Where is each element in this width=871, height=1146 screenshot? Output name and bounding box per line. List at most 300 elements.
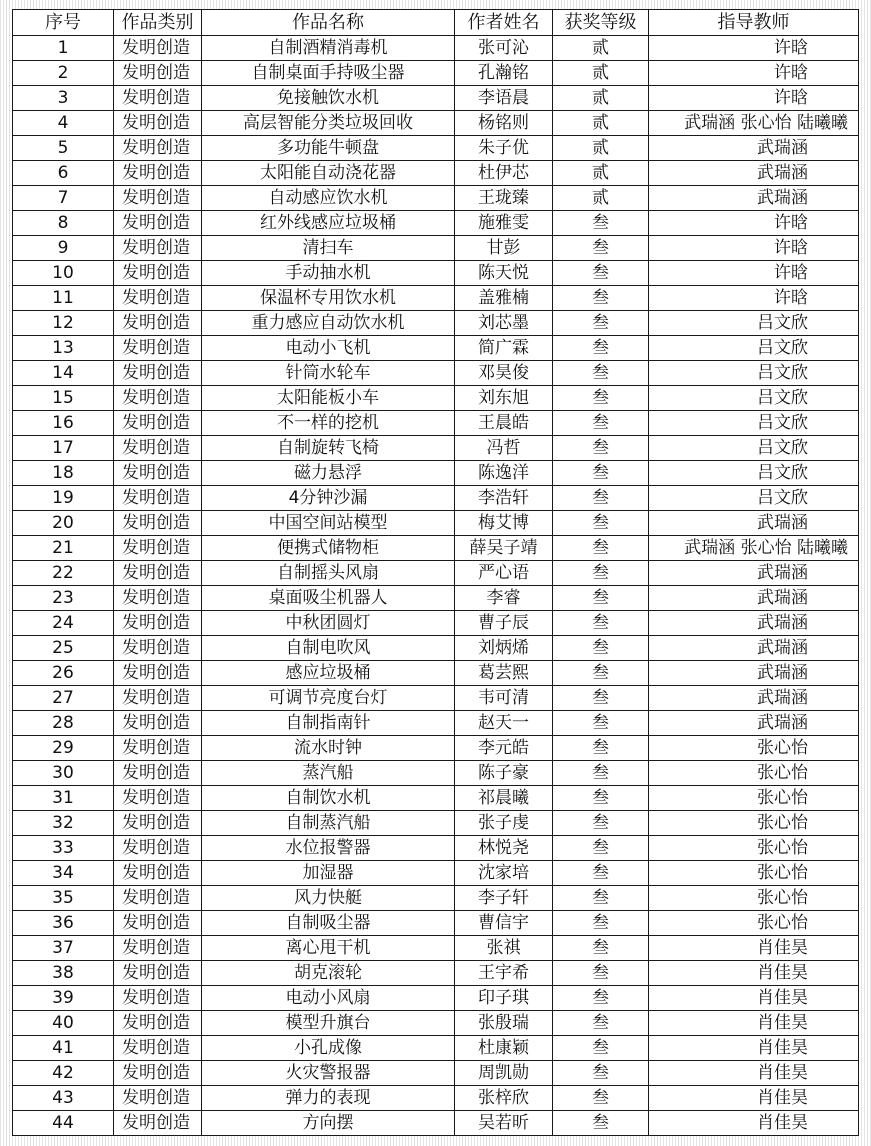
cell-award-level[interactable]: 叁 (553, 636, 649, 661)
cell-index[interactable]: 44 (13, 1111, 114, 1136)
cell-award-level[interactable]: 叁 (553, 736, 649, 761)
cell-author[interactable]: 王珑臻 (455, 186, 553, 211)
cell-work-title[interactable]: 方向摆 (202, 1111, 455, 1136)
cell-author[interactable]: 张殷瑞 (455, 1011, 553, 1036)
cell-award-level[interactable]: 叁 (553, 236, 649, 261)
cell-index[interactable]: 42 (13, 1061, 114, 1086)
cell-award-level[interactable]: 贰 (553, 186, 649, 211)
cell-award-level[interactable]: 贰 (553, 136, 649, 161)
cell-index[interactable]: 14 (13, 361, 114, 386)
cell-author[interactable]: 王宇希 (455, 961, 553, 986)
cell-category[interactable]: 发明创造 (114, 111, 202, 136)
cell-work-title[interactable]: 太阳能自动浇花器 (202, 161, 455, 186)
cell-award-level[interactable]: 叁 (553, 411, 649, 436)
cell-index[interactable]: 30 (13, 761, 114, 786)
cell-category[interactable]: 发明创造 (114, 886, 202, 911)
cell-index[interactable]: 41 (13, 1036, 114, 1061)
cell-category[interactable]: 发明创造 (114, 86, 202, 111)
cell-index[interactable]: 43 (13, 1086, 114, 1111)
cell-index[interactable]: 34 (13, 861, 114, 886)
cell-teacher[interactable]: 吕文欣 (649, 361, 859, 386)
cell-index[interactable]: 31 (13, 786, 114, 811)
cell-work-title[interactable]: 手动抽水机 (202, 261, 455, 286)
cell-index[interactable]: 15 (13, 386, 114, 411)
cell-author[interactable]: 周凯勋 (455, 1061, 553, 1086)
cell-category[interactable]: 发明创造 (114, 686, 202, 711)
cell-teacher[interactable]: 吕文欣 (649, 311, 859, 336)
cell-award-level[interactable]: 贰 (553, 161, 649, 186)
cell-author[interactable]: 薛吴子靖 (455, 536, 553, 561)
cell-author[interactable]: 盖雅楠 (455, 286, 553, 311)
cell-teacher[interactable]: 武瑞涵 (649, 636, 859, 661)
table-row (13, 861, 859, 886)
cell-work-title[interactable]: 多功能牛顿盘 (202, 136, 455, 161)
cell-category[interactable]: 发明创造 (114, 636, 202, 661)
cell-teacher[interactable]: 吕文欣 (649, 436, 859, 461)
cell-award-level[interactable]: 叁 (553, 561, 649, 586)
table-row (13, 536, 859, 561)
cell-category[interactable]: 发明创造 (114, 1086, 202, 1111)
cell-author[interactable]: 李浩轩 (455, 486, 553, 511)
cell-work-title[interactable]: 磁力悬浮 (202, 461, 455, 486)
cell-work-title[interactable]: 弹力的表现 (202, 1086, 455, 1111)
cell-work-title[interactable]: 电动小飞机 (202, 336, 455, 361)
table-row (13, 986, 859, 1011)
cell-author[interactable]: 施雅雯 (455, 211, 553, 236)
cell-award-level[interactable]: 叁 (553, 686, 649, 711)
cell-work-title[interactable]: 不一样的挖机 (202, 411, 455, 436)
cell-teacher[interactable]: 武瑞涵 (649, 586, 859, 611)
cell-work-title[interactable]: 自制吸尘器 (202, 911, 455, 936)
cell-category[interactable]: 发明创造 (114, 186, 202, 211)
cell-category[interactable]: 发明创造 (114, 536, 202, 561)
cell-index[interactable]: 18 (13, 461, 114, 486)
cell-award-level[interactable]: 叁 (553, 586, 649, 611)
cell-author[interactable]: 甘彭 (455, 236, 553, 261)
cell-category[interactable]: 发明创造 (114, 286, 202, 311)
table-row (13, 736, 859, 761)
cell-award-level[interactable]: 叁 (553, 811, 649, 836)
cell-work-title[interactable]: 可调节亮度台灯 (202, 686, 455, 711)
cell-author[interactable]: 邓昊俊 (455, 361, 553, 386)
cell-award-level[interactable]: 叁 (553, 611, 649, 636)
cell-award-level[interactable]: 叁 (553, 311, 649, 336)
cell-award-level[interactable]: 叁 (553, 761, 649, 786)
cell-work-title[interactable]: 电动小风扇 (202, 986, 455, 1011)
cell-teacher[interactable]: 武瑞涵 (649, 186, 859, 211)
cell-category[interactable]: 发明创造 (114, 861, 202, 886)
cell-author[interactable]: 李元皓 (455, 736, 553, 761)
cell-index[interactable]: 24 (13, 611, 114, 636)
table-row (13, 961, 859, 986)
cell-category[interactable]: 发明创造 (114, 786, 202, 811)
cell-teacher[interactable]: 武瑞涵 (649, 136, 859, 161)
cell-work-title[interactable]: 免接触饮水机 (202, 86, 455, 111)
cell-teacher[interactable]: 武瑞涵 (649, 611, 859, 636)
cell-award-level[interactable]: 叁 (553, 886, 649, 911)
cell-index[interactable]: 12 (13, 311, 114, 336)
table-row (13, 936, 859, 961)
table-row (13, 111, 859, 136)
cell-author[interactable]: 梅艾博 (455, 511, 553, 536)
table-row (13, 786, 859, 811)
cell-award-level[interactable]: 叁 (553, 836, 649, 861)
cell-author[interactable]: 刘芯墨 (455, 311, 553, 336)
cell-author[interactable]: 杜康颖 (455, 1036, 553, 1061)
cell-award-level[interactable]: 叁 (553, 361, 649, 386)
cell-category[interactable]: 发明创造 (114, 211, 202, 236)
cell-author[interactable]: 张祺 (455, 936, 553, 961)
cell-work-title[interactable]: 加湿器 (202, 861, 455, 886)
cell-teacher[interactable]: 武瑞涵 (649, 561, 859, 586)
cell-teacher[interactable]: 许晗 (649, 86, 859, 111)
table-row (13, 361, 859, 386)
cell-index[interactable]: 13 (13, 336, 114, 361)
cell-award-level[interactable]: 叁 (553, 511, 649, 536)
cell-award-level[interactable]: 叁 (553, 711, 649, 736)
cell-teacher[interactable]: 张心怡 (649, 786, 859, 811)
cell-category[interactable]: 发明创造 (114, 561, 202, 586)
cell-award-level[interactable]: 贰 (553, 86, 649, 111)
cell-author[interactable]: 李子轩 (455, 886, 553, 911)
cell-work-title[interactable]: 便携式储物柜 (202, 536, 455, 561)
cell-category[interactable]: 发明创造 (114, 411, 202, 436)
cell-work-title[interactable]: 自制桌面手持吸尘器 (202, 61, 455, 86)
header-award-level[interactable]: 获奖等级 (553, 10, 649, 36)
table-row (13, 1036, 859, 1061)
cell-category[interactable]: 发明创造 (114, 1111, 202, 1136)
cell-award-level[interactable]: 叁 (553, 336, 649, 361)
cell-teacher[interactable]: 武瑞涵 (649, 511, 859, 536)
cell-teacher[interactable]: 武瑞涵 (649, 161, 859, 186)
cell-teacher[interactable]: 许晗 (649, 36, 859, 61)
cell-category[interactable]: 发明创造 (114, 611, 202, 636)
header-work-title[interactable]: 作品名称 (202, 10, 455, 36)
cell-work-title[interactable]: 高层智能分类垃圾回收 (202, 111, 455, 136)
cell-teacher[interactable]: 武瑞涵 张心怡 陆曦曦 (649, 111, 859, 136)
table-row (13, 161, 859, 186)
cell-index[interactable]: 22 (13, 561, 114, 586)
cell-work-title[interactable]: 离心甩干机 (202, 936, 455, 961)
cell-award-level[interactable]: 叁 (553, 1036, 649, 1061)
table-row (13, 761, 859, 786)
cell-teacher[interactable]: 张心怡 (649, 836, 859, 861)
cell-index[interactable]: 11 (13, 286, 114, 311)
cell-teacher[interactable]: 肖佳昊 (649, 1111, 859, 1136)
cell-category[interactable]: 发明创造 (114, 711, 202, 736)
cell-work-title[interactable]: 4分钟沙漏 (202, 486, 455, 511)
cell-work-title[interactable]: 自制摇头风扇 (202, 561, 455, 586)
table-row (13, 86, 859, 111)
cell-award-level[interactable]: 叁 (553, 786, 649, 811)
cell-work-title[interactable]: 太阳能板小车 (202, 386, 455, 411)
cell-category[interactable]: 发明创造 (114, 511, 202, 536)
cell-teacher[interactable]: 吕文欣 (649, 486, 859, 511)
cell-teacher[interactable]: 张心怡 (649, 886, 859, 911)
cell-author[interactable]: 韦可清 (455, 686, 553, 711)
cell-award-level[interactable]: 叁 (553, 436, 649, 461)
table-row (13, 911, 859, 936)
table-row (13, 311, 859, 336)
cell-work-title[interactable]: 针筒水轮车 (202, 361, 455, 386)
cell-teacher[interactable]: 武瑞涵 (649, 711, 859, 736)
cell-index[interactable]: 6 (13, 161, 114, 186)
cell-category[interactable]: 发明创造 (114, 311, 202, 336)
cell-index[interactable]: 16 (13, 411, 114, 436)
cell-award-level[interactable]: 叁 (553, 261, 649, 286)
cell-teacher[interactable]: 许晗 (649, 211, 859, 236)
cell-author[interactable]: 刘东旭 (455, 386, 553, 411)
cell-work-title[interactable]: 中秋团圆灯 (202, 611, 455, 636)
cell-author[interactable]: 曹子辰 (455, 611, 553, 636)
header-author[interactable]: 作者姓名 (455, 10, 553, 36)
cell-category[interactable]: 发明创造 (114, 661, 202, 686)
cell-author[interactable]: 陈天悦 (455, 261, 553, 286)
cell-work-title[interactable]: 风力快艇 (202, 886, 455, 911)
cell-index[interactable]: 9 (13, 236, 114, 261)
cell-category[interactable]: 发明创造 (114, 261, 202, 286)
cell-work-title[interactable]: 红外线感应垃圾桶 (202, 211, 455, 236)
cell-author[interactable]: 刘炳烯 (455, 636, 553, 661)
cell-work-title[interactable]: 自制酒精消毒机 (202, 36, 455, 61)
cell-author[interactable]: 杜伊芯 (455, 161, 553, 186)
cell-award-level[interactable]: 叁 (553, 1086, 649, 1111)
cell-teacher[interactable]: 肖佳昊 (649, 986, 859, 1011)
cell-index[interactable]: 28 (13, 711, 114, 736)
cell-category[interactable]: 发明创造 (114, 736, 202, 761)
cell-category[interactable]: 发明创造 (114, 1036, 202, 1061)
cell-category[interactable]: 发明创造 (114, 761, 202, 786)
cell-teacher[interactable]: 武瑞涵 (649, 661, 859, 686)
table-row (13, 336, 859, 361)
cell-index[interactable]: 38 (13, 961, 114, 986)
table-row (13, 836, 859, 861)
cell-author[interactable]: 张梓欣 (455, 1086, 553, 1111)
cell-author[interactable]: 张子虔 (455, 811, 553, 836)
header-teacher[interactable]: 指导教师 (649, 10, 859, 36)
cell-index[interactable]: 33 (13, 836, 114, 861)
cell-work-title[interactable]: 自制蒸汽船 (202, 811, 455, 836)
cell-award-level[interactable]: 叁 (553, 961, 649, 986)
cell-author[interactable]: 印子琪 (455, 986, 553, 1011)
cell-award-level[interactable]: 叁 (553, 911, 649, 936)
cell-award-level[interactable]: 叁 (553, 1111, 649, 1136)
cell-award-level[interactable]: 叁 (553, 536, 649, 561)
cell-category[interactable]: 发明创造 (114, 236, 202, 261)
cell-teacher[interactable]: 许晗 (649, 261, 859, 286)
cell-teacher[interactable]: 许晗 (649, 286, 859, 311)
cell-work-title[interactable]: 自制电吹风 (202, 636, 455, 661)
cell-teacher[interactable]: 张心怡 (649, 811, 859, 836)
cell-category[interactable]: 发明创造 (114, 936, 202, 961)
cell-teacher[interactable]: 肖佳昊 (649, 936, 859, 961)
cell-work-title[interactable]: 自制指南针 (202, 711, 455, 736)
cell-author[interactable]: 葛芸熙 (455, 661, 553, 686)
cell-category[interactable]: 发明创造 (114, 586, 202, 611)
cell-index[interactable]: 29 (13, 736, 114, 761)
cell-category[interactable]: 发明创造 (114, 911, 202, 936)
cell-author[interactable]: 李语晨 (455, 86, 553, 111)
cell-category[interactable]: 发明创造 (114, 161, 202, 186)
cell-category[interactable]: 发明创造 (114, 961, 202, 986)
cell-teacher[interactable]: 肖佳昊 (649, 1011, 859, 1036)
cell-award-level[interactable]: 贰 (553, 61, 649, 86)
cell-work-title[interactable]: 保温杯专用饮水机 (202, 286, 455, 311)
cell-author[interactable]: 祁晨曦 (455, 786, 553, 811)
cell-category[interactable]: 发明创造 (114, 436, 202, 461)
cell-teacher[interactable]: 吕文欣 (649, 386, 859, 411)
cell-index[interactable]: 10 (13, 261, 114, 286)
cell-index[interactable]: 3 (13, 86, 114, 111)
table-row (13, 211, 859, 236)
cell-teacher[interactable]: 肖佳昊 (649, 1061, 859, 1086)
cell-work-title[interactable]: 流水时钟 (202, 736, 455, 761)
table-row (13, 1061, 859, 1086)
cell-author[interactable]: 林悦尧 (455, 836, 553, 861)
cell-work-title[interactable]: 重力感应自动饮水机 (202, 311, 455, 336)
cell-award-level[interactable]: 叁 (553, 461, 649, 486)
cell-category[interactable]: 发明创造 (114, 986, 202, 1011)
cell-author[interactable]: 冯哲 (455, 436, 553, 461)
cell-index[interactable]: 17 (13, 436, 114, 461)
cell-work-title[interactable]: 火灾警报器 (202, 1061, 455, 1086)
cell-category[interactable]: 发明创造 (114, 61, 202, 86)
cell-work-title[interactable]: 模型升旗台 (202, 1011, 455, 1036)
table-row (13, 436, 859, 461)
cell-author[interactable]: 简广霖 (455, 336, 553, 361)
cell-author[interactable]: 王晨皓 (455, 411, 553, 436)
cell-work-title[interactable]: 自制饮水机 (202, 786, 455, 811)
cell-author[interactable]: 朱子优 (455, 136, 553, 161)
table-row (13, 486, 859, 511)
cell-category[interactable]: 发明创造 (114, 811, 202, 836)
cell-teacher[interactable]: 张心怡 (649, 861, 859, 886)
cell-index[interactable]: 4 (13, 111, 114, 136)
cell-index[interactable]: 40 (13, 1011, 114, 1036)
cell-work-title[interactable]: 蒸汽船 (202, 761, 455, 786)
table-row (13, 586, 859, 611)
cell-award-level[interactable]: 叁 (553, 661, 649, 686)
cell-author[interactable]: 陈逸洋 (455, 461, 553, 486)
cell-index[interactable]: 7 (13, 186, 114, 211)
cell-teacher[interactable]: 武瑞涵 (649, 686, 859, 711)
cell-work-title[interactable]: 自动感应饮水机 (202, 186, 455, 211)
cell-award-level[interactable]: 叁 (553, 211, 649, 236)
cell-category[interactable]: 发明创造 (114, 486, 202, 511)
cell-index[interactable]: 19 (13, 486, 114, 511)
cell-work-title[interactable]: 小孔成像 (202, 1036, 455, 1061)
header-category[interactable]: 作品类别 (114, 10, 202, 36)
cell-teacher[interactable]: 张心怡 (649, 736, 859, 761)
cell-teacher[interactable]: 肖佳昊 (649, 1036, 859, 1061)
cell-teacher[interactable]: 吕文欣 (649, 411, 859, 436)
cell-award-level[interactable]: 叁 (553, 1011, 649, 1036)
cell-author[interactable]: 吴若昕 (455, 1111, 553, 1136)
cell-teacher[interactable]: 吕文欣 (649, 336, 859, 361)
cell-award-level[interactable]: 叁 (553, 386, 649, 411)
table-row (13, 611, 859, 636)
cell-index[interactable]: 32 (13, 811, 114, 836)
cell-author[interactable]: 张可沁 (455, 36, 553, 61)
cell-teacher[interactable]: 武瑞涵 张心怡 陆曦曦 (649, 536, 859, 561)
cell-author[interactable]: 曹信宇 (455, 911, 553, 936)
cell-work-title[interactable]: 中国空间站模型 (202, 511, 455, 536)
cell-category[interactable]: 发明创造 (114, 1011, 202, 1036)
cell-award-level[interactable]: 叁 (553, 936, 649, 961)
cell-category[interactable]: 发明创造 (114, 336, 202, 361)
cell-award-level[interactable]: 叁 (553, 286, 649, 311)
cell-index[interactable]: 1 (13, 36, 114, 61)
cell-category[interactable]: 发明创造 (114, 136, 202, 161)
table-row (13, 386, 859, 411)
cell-author[interactable]: 杨铭则 (455, 111, 553, 136)
cell-teacher[interactable]: 许晗 (649, 61, 859, 86)
cell-author[interactable]: 沈家培 (455, 861, 553, 886)
cell-index[interactable]: 21 (13, 536, 114, 561)
cell-index[interactable]: 5 (13, 136, 114, 161)
table-row (13, 1086, 859, 1111)
table-row (13, 811, 859, 836)
table-row (13, 1111, 859, 1136)
cell-category[interactable]: 发明创造 (114, 461, 202, 486)
cell-work-title[interactable]: 感应垃圾桶 (202, 661, 455, 686)
cell-teacher[interactable]: 肖佳昊 (649, 961, 859, 986)
cell-work-title[interactable]: 水位报警器 (202, 836, 455, 861)
cell-index[interactable]: 23 (13, 586, 114, 611)
cell-teacher[interactable]: 吕文欣 (649, 461, 859, 486)
cell-author[interactable]: 孔瀚铭 (455, 61, 553, 86)
cell-index[interactable]: 36 (13, 911, 114, 936)
header-index[interactable]: 序号 (13, 10, 114, 36)
table-row (13, 36, 859, 61)
table-row (13, 461, 859, 486)
cell-award-level[interactable]: 贰 (553, 111, 649, 136)
cell-author[interactable]: 李睿 (455, 586, 553, 611)
cell-award-level[interactable]: 叁 (553, 1061, 649, 1086)
cell-category[interactable]: 发明创造 (114, 1061, 202, 1086)
cell-index[interactable]: 25 (13, 636, 114, 661)
cell-index[interactable]: 35 (13, 886, 114, 911)
cell-work-title[interactable]: 清扫车 (202, 236, 455, 261)
cell-work-title[interactable]: 胡克滚轮 (202, 961, 455, 986)
cell-teacher[interactable]: 许晗 (649, 236, 859, 261)
cell-teacher[interactable]: 张心怡 (649, 761, 859, 786)
cell-award-level[interactable]: 叁 (553, 986, 649, 1011)
cell-category[interactable]: 发明创造 (114, 836, 202, 861)
cell-category[interactable]: 发明创造 (114, 36, 202, 61)
cell-index[interactable]: 39 (13, 986, 114, 1011)
cell-teacher[interactable]: 张心怡 (649, 911, 859, 936)
cell-author[interactable]: 严心语 (455, 561, 553, 586)
cell-award-level[interactable]: 叁 (553, 486, 649, 511)
cell-index[interactable]: 8 (13, 211, 114, 236)
cell-author[interactable]: 赵天一 (455, 711, 553, 736)
cell-award-level[interactable]: 贰 (553, 36, 649, 61)
cell-index[interactable]: 2 (13, 61, 114, 86)
cell-category[interactable]: 发明创造 (114, 361, 202, 386)
cell-work-title[interactable]: 自制旋转飞椅 (202, 436, 455, 461)
cell-work-title[interactable]: 桌面吸尘机器人 (202, 586, 455, 611)
cell-index[interactable]: 20 (13, 511, 114, 536)
cell-award-level[interactable]: 叁 (553, 861, 649, 886)
cell-author[interactable]: 陈子豪 (455, 761, 553, 786)
table-row (13, 411, 859, 436)
cell-index[interactable]: 37 (13, 936, 114, 961)
cell-index[interactable]: 26 (13, 661, 114, 686)
cell-teacher[interactable]: 肖佳昊 (649, 1086, 859, 1111)
cell-index[interactable]: 27 (13, 686, 114, 711)
cell-category[interactable]: 发明创造 (114, 386, 202, 411)
